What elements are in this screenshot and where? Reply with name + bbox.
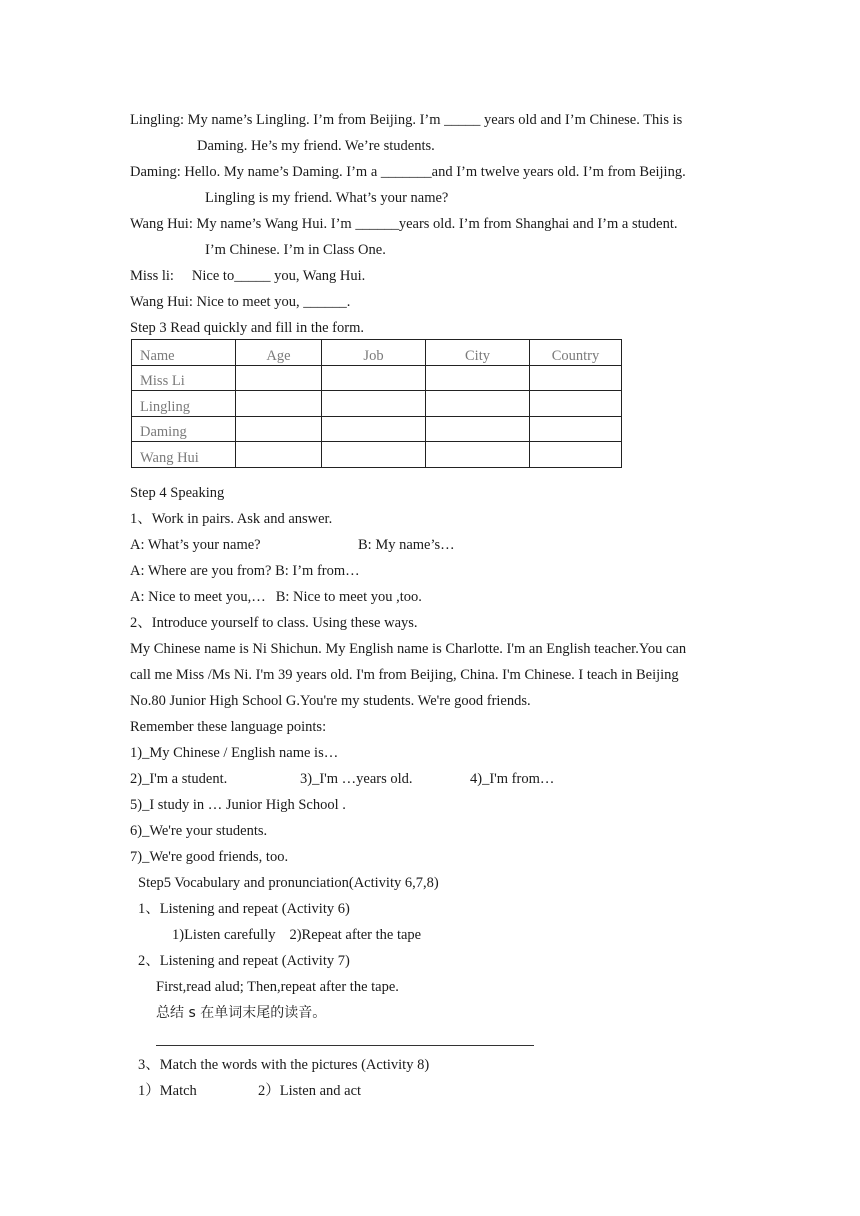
blank-cell — [322, 391, 426, 417]
language-point-3: 3)_I'm …years old. — [300, 771, 413, 787]
answer-blank-line — [156, 1045, 534, 1046]
sub-listen-act: 2）Listen and act — [258, 1083, 362, 1099]
intro-paragraph-line2: call me Miss /Ms Ni. I'm 39 years old. I'm from Beijing, China. I'm Chinese. I teach in Beijing — [130, 667, 679, 683]
language-point-6: 6)_We're your students. — [130, 823, 268, 839]
language-points-row — [130, 770, 554, 788]
sub-repeat-tape: 2)Repeat after the tape — [289, 927, 422, 943]
blank-cell — [426, 365, 530, 391]
step5-item3: 3、Match the words with the pictures (Activity 8) — [138, 1057, 430, 1073]
step4-title: Step 4 Speaking — [130, 485, 225, 501]
step3-title: Step 3 Read quickly and fill in the form. — [130, 320, 364, 336]
sub-listen-carefully: 1)Listen carefully — [172, 927, 276, 943]
speaker-label: Miss li: — [130, 268, 174, 284]
step4-qa3 — [130, 588, 422, 606]
blank-cell — [530, 391, 622, 417]
blank-cell — [236, 416, 322, 442]
question-a1: A: What’s your name? — [130, 537, 261, 553]
blank-cell — [426, 442, 530, 468]
blank-cell — [322, 365, 426, 391]
step5-item2: 2、Listening and repeat (Activity 7) — [138, 953, 350, 969]
header-city: City — [426, 340, 530, 366]
speaker-text: Nice to_____ you, Wang Hui. — [191, 268, 366, 284]
step4-item1: 1、Work in pairs. Ask and answer. — [130, 511, 333, 527]
table-row — [132, 416, 622, 442]
intro-paragraph-line3: No.80 Junior High School G.You're my students. We're good friends. — [130, 693, 531, 709]
blank-cell — [530, 416, 622, 442]
row-name-cell: Miss Li — [132, 365, 236, 391]
step5-item3-subs — [138, 1082, 361, 1100]
blank-cell — [236, 442, 322, 468]
language-point-1: 1)_My Chinese / English name is… — [130, 745, 339, 761]
step4-item2: 2、Introduce yourself to class. Using these ways. — [130, 615, 418, 631]
header-age: Age — [236, 340, 322, 366]
step5-item2-instructions: First,read alud; Then,repeat after the tape. — [156, 979, 399, 995]
blank-cell — [426, 391, 530, 417]
table-row — [132, 442, 622, 468]
dialogue-line-daming: Daming: Hello. My name’s Daming. I’m a _______and I’m twelve years old. I’m from Beijing. — [130, 164, 686, 180]
remember-heading: Remember these language points: — [130, 719, 327, 735]
header-name: Name — [132, 340, 236, 366]
table-row — [132, 391, 622, 417]
sub-match: 1）Match — [138, 1083, 197, 1099]
info-form-table — [131, 339, 622, 468]
intro-paragraph-line1: My Chinese name is Ni Shichun. My English name is Charlotte. I'm an English teacher.You can — [130, 641, 687, 657]
dialogue-line-missli — [130, 267, 365, 285]
question-a3: A: Nice to meet you,… — [130, 589, 266, 605]
row-name-cell: Daming — [132, 416, 236, 442]
blank-cell — [530, 442, 622, 468]
step4-qa2: A: Where are you from? B: I’m from… — [130, 563, 360, 579]
step5-item1-subs — [172, 926, 421, 944]
table-header-row — [132, 340, 622, 366]
dialogue-line-wanghui-cont: I’m Chinese. I’m in Class One. — [205, 242, 386, 258]
language-point-4: 4)_I'm from… — [470, 771, 555, 787]
blank-cell — [322, 416, 426, 442]
language-point-7: 7)_We're good friends, too. — [130, 849, 289, 865]
dialogue-line-lingling: Lingling: My name’s Lingling. I’m from Beijing. I’m _____ years old and I’m Chinese. This is — [130, 112, 683, 128]
blank-cell — [426, 416, 530, 442]
dialogue-line-daming-cont: Lingling is my friend. What’s your name? — [205, 190, 449, 206]
dialogue-line-wanghui: Wang Hui: My name’s Wang Hui. I’m ______years old. I’m from Shanghai and I’m a student. — [130, 216, 678, 232]
row-name-cell: Wang Hui — [132, 442, 236, 468]
step5-item1: 1、Listening and repeat (Activity 6) — [138, 901, 350, 917]
step5-title: Step5 Vocabulary and pronunciation(Activity 6,7,8) — [138, 875, 439, 891]
dialogue-line-wanghui-reply: Wang Hui: Nice to meet you, ______. — [130, 294, 351, 310]
step4-qa1 — [130, 536, 455, 554]
dialogue-line-lingling-cont: Daming. He’s my friend. We’re students. — [197, 138, 435, 154]
table-row — [132, 365, 622, 391]
language-point-5: 5)_I study in … Junior High School . — [130, 797, 346, 813]
blank-cell — [530, 365, 622, 391]
blank-cell — [236, 391, 322, 417]
answer-b3: B: Nice to meet you ,too. — [275, 589, 422, 605]
header-job: Job — [322, 340, 426, 366]
answer-b1: B: My name’s… — [358, 537, 455, 553]
blank-cell — [322, 442, 426, 468]
row-name-cell: Lingling — [132, 391, 236, 417]
header-country: Country — [530, 340, 622, 366]
language-point-2: 2)_I'm a student. — [130, 771, 228, 787]
step5-summary-prompt: 总结 s 在单词末尾的读音。 — [156, 1005, 327, 1021]
blank-cell — [236, 365, 322, 391]
